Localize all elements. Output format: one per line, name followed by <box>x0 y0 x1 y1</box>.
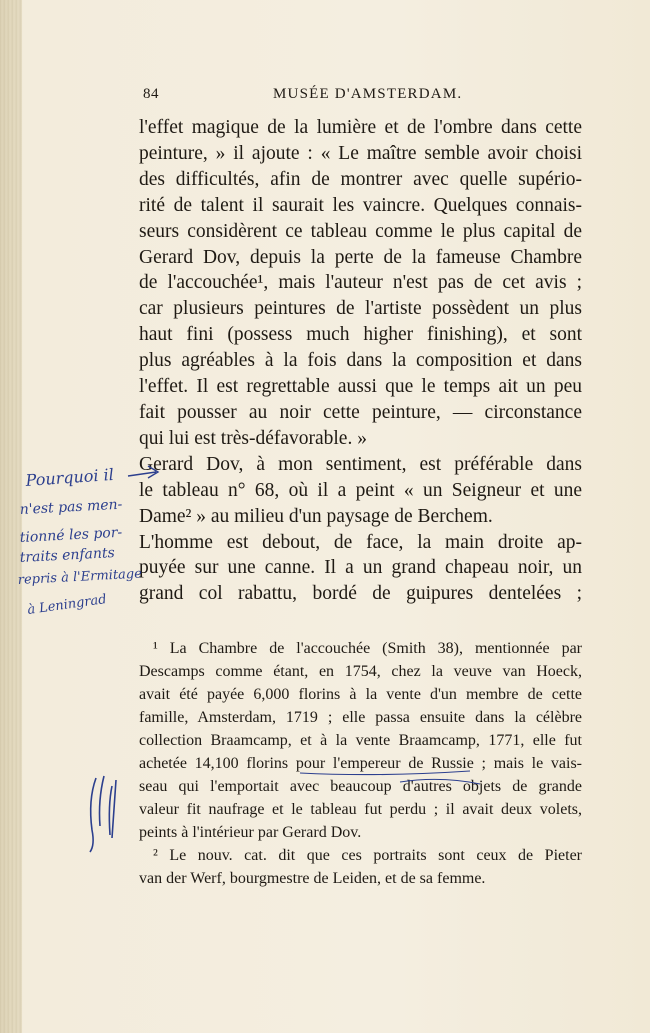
text-line: car plusieurs peintures de l'artiste possèdent un plus <box>139 298 582 320</box>
text-line: qui lui est très-défavorable. » <box>139 427 367 449</box>
footnote-line: Descamps comme étant, en 1754, chez la veuve van Hoeck, <box>139 663 582 680</box>
text-line: Dame² » au milieu d'un paysage de Berchem. <box>139 505 493 527</box>
footnote-line: seau qui l'emportait avec beaucoup d'autres objets de grande <box>139 778 582 795</box>
text-line: Gerard Dov, à mon sentiment, est préférable dans <box>139 453 582 475</box>
text-line: rité de talent il saurait les vaincre. Quelques connais- <box>139 194 582 216</box>
footnote-line: famille, Amsterdam, 1719 ; elle passa ensuite dans la célèbre <box>139 709 582 726</box>
page-number: 84 <box>143 86 159 102</box>
main-text <box>139 115 582 607</box>
footnote-line: ¹ La Chambre de l'accouchée (Smith 38), mentionnée par <box>153 640 582 657</box>
text-line: des difficultés, afin de montrer avec quelle supério- <box>139 168 582 190</box>
footnote-line: collection Braamcamp, et à la vente Braamcamp, 1771, elle fut <box>139 732 582 749</box>
text-line: seurs considèrent ce tableau comme le plus capital de <box>139 220 582 242</box>
text-line: peinture, » il ajoute : « Le maître semble avoir choisi <box>139 142 582 164</box>
footnote-line: ² Le nouv. cat. dit que ces portraits sont ceux de Pieter <box>153 847 582 864</box>
text-line: fait pousser au noir cette peinture, — circonstance <box>139 401 582 423</box>
handwritten-line: repris à l'Ermitage <box>17 566 143 588</box>
footnote-line: van der Werf, bourgmestre de Leiden, et de sa femme. <box>139 870 486 887</box>
text-line: le tableau n° 68, où il a peint « un Seigneur et une <box>139 479 582 501</box>
text-line: l'effet. Il est regrettable aussi que le temps ait un peu <box>139 376 582 398</box>
handwritten-line: n'est pas men- <box>19 496 123 518</box>
handwritten-line: à Leningrad <box>26 592 108 618</box>
text-line: puyée sur une canne. Il a un grand chapeau noir, un <box>139 557 582 579</box>
footnote-line: avait été payée 6,000 florins à la vente d'un membre de cette <box>139 686 582 703</box>
margin-mark <box>90 776 116 852</box>
footnote-line: achetée 14,100 florins pour l'empereur de Russie ; mais le vais- <box>139 755 582 772</box>
text-line: Gerard Dov, depuis la perte de la fameuse Chambre <box>139 246 582 268</box>
handwritten-line: Pourquoi il <box>24 464 115 490</box>
text-line: haut fini (possess much higher finishing), et sont <box>139 324 582 346</box>
text-line: l'effet magique de la lumière et de l'ombre dans cette <box>139 117 582 138</box>
text-line: de l'accouchée¹, mais l'auteur n'est pas de cet avis ; <box>139 272 582 294</box>
handwritten-line: traits enfants <box>19 545 116 566</box>
text-line: L'homme est debout, de face, la main droite ap- <box>139 531 582 553</box>
footnote-line: valeur fit naufrage et le tableau fut perdu ; il avait deux volets, <box>139 801 582 818</box>
text-line: plus agréables à la fois dans la composition et dans <box>139 350 582 372</box>
page-gutter <box>0 0 22 1033</box>
running-head: MUSÉE D'AMSTERDAM. <box>273 86 463 102</box>
page-header <box>143 86 583 106</box>
footnote-line: peints à l'intérieur par Gerard Dov. <box>139 824 362 841</box>
text-line: grand col rabattu, bordé de guipures dentelées ; <box>139 583 582 605</box>
footnotes <box>139 637 582 890</box>
handwritten-line: tionné les por- <box>19 524 123 546</box>
